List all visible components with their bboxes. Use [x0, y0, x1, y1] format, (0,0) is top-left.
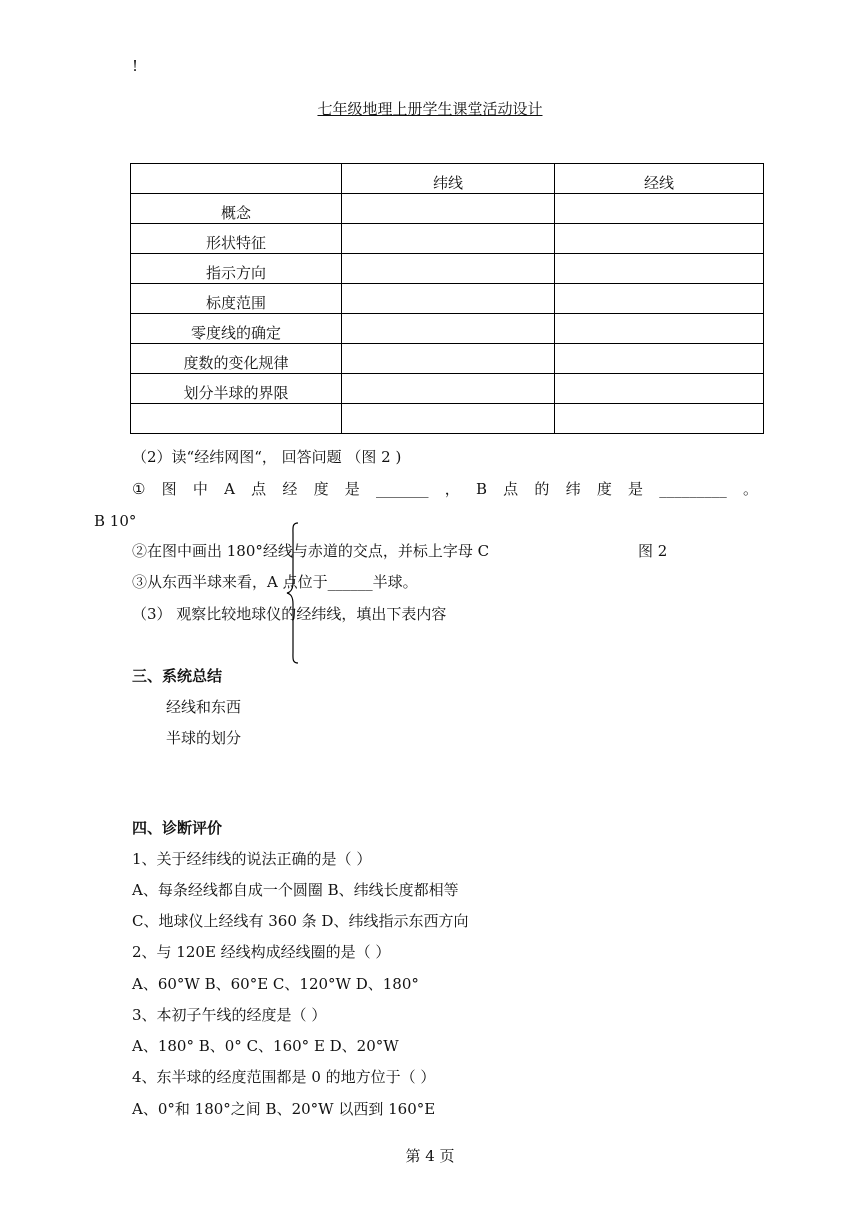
- q1-token: A: [224, 480, 235, 498]
- row-label: 指示方向: [131, 254, 342, 284]
- table-header-cell: 经线: [555, 164, 764, 194]
- q1-token: 。: [742, 480, 758, 498]
- quiz-line: C、地球仪上经线有 360 条 D、纬线指示东西方向: [132, 912, 469, 930]
- q1-token: 的: [534, 480, 550, 498]
- question-1: [132, 479, 758, 499]
- answer-blank[interactable]: _________: [659, 480, 727, 498]
- quiz-line: A、0°和 180°之间 B、20°W 以西到 160°E: [132, 1100, 436, 1118]
- quiz-line: 1、关于经纬线的说法正确的是（ ）: [132, 850, 372, 868]
- q1-token: 度: [596, 480, 612, 498]
- table-row: [131, 194, 764, 224]
- row-label: 划分半球的界限: [131, 374, 342, 404]
- row-label: 度数的变化规律: [131, 344, 342, 374]
- section3-heading: 三、系统总结: [132, 667, 223, 685]
- table-row: [131, 224, 764, 254]
- q1-token: 图: [161, 480, 177, 498]
- table-row: [131, 254, 764, 284]
- table-row: [131, 344, 764, 374]
- q1-token: 中: [192, 480, 208, 498]
- summary-line-1: 经线和东西: [166, 698, 242, 716]
- table-header-cell: 纬线: [342, 164, 555, 194]
- table-cell[interactable]: [342, 224, 555, 254]
- table-cell[interactable]: [342, 374, 555, 404]
- table-cell[interactable]: [555, 284, 764, 314]
- page-footer: 第 4 页: [405, 1147, 455, 1165]
- comparison-table: [130, 163, 764, 434]
- q1-token: ，: [444, 480, 460, 498]
- table-cell[interactable]: [555, 344, 764, 374]
- section4-heading: 四、诊断评价: [132, 819, 223, 837]
- q1-token: 是: [628, 480, 644, 498]
- q1-token: 点: [503, 480, 519, 498]
- quiz-line: 3、本初子午线的经度是（ ）: [132, 1006, 327, 1024]
- curly-brace-icon: [286, 522, 300, 664]
- table-cell[interactable]: [555, 254, 764, 284]
- table-cell[interactable]: [342, 194, 555, 224]
- q1-token: 点: [251, 480, 267, 498]
- top-mark: !: [132, 57, 139, 75]
- row-label: 标度范围: [131, 284, 342, 314]
- question-2: ②在图中画出 180°经线与赤道的交点，并标上字母 C: [132, 542, 490, 560]
- table-header-cell: [131, 164, 342, 194]
- section2-intro: （2）读“经纬网图“， 回答问题 （图 2 ): [132, 448, 402, 466]
- page-title: 七年级地理上册学生课堂活动设计: [317, 100, 543, 118]
- table-row: [131, 314, 764, 344]
- table-cell[interactable]: [555, 224, 764, 254]
- row-label: 概念: [131, 194, 342, 224]
- summary-line-2: 半球的划分: [166, 729, 242, 747]
- quiz-line: 2、与 120E 经线构成经线圈的是（ ）: [132, 943, 391, 961]
- row-label: 零度线的确定: [131, 314, 342, 344]
- row-label: [131, 404, 342, 434]
- table-cell[interactable]: [555, 314, 764, 344]
- q1-token: 经: [282, 480, 298, 498]
- table-cell[interactable]: [555, 404, 764, 434]
- table-cell[interactable]: [342, 284, 555, 314]
- table-cell[interactable]: [342, 404, 555, 434]
- question-4: （3） 观察比较地球仪的经纬线，填出下表内容: [132, 605, 447, 623]
- answer-blank[interactable]: _______: [376, 480, 429, 498]
- quiz-line: 4、东半球的经度范围都是 0 的地方位于（ ）: [132, 1068, 436, 1086]
- q1-token: B: [475, 480, 487, 498]
- table-cell[interactable]: [342, 314, 555, 344]
- question-1-continued: B 10°: [94, 512, 137, 530]
- q1-token: 度: [313, 480, 329, 498]
- question-3: ③从东西半球来看，A 点位于______半球。: [132, 573, 418, 591]
- q1-token: 纬: [565, 480, 581, 498]
- table-cell[interactable]: [342, 254, 555, 284]
- table-header-row: [131, 164, 764, 194]
- quiz-line: A、180° B、0° C、160° E D、20°W: [132, 1037, 399, 1055]
- table-cell[interactable]: [555, 194, 764, 224]
- q1-token: 是: [344, 480, 360, 498]
- figure-label: 图 2: [638, 542, 668, 560]
- table-row: [131, 404, 764, 434]
- table-row: [131, 284, 764, 314]
- quiz-line: A、60°W B、60°E C、120°W D、180°: [132, 975, 419, 993]
- quiz-line: A、每条经线都自成一个圆圈 B、纬线长度都相等: [132, 881, 459, 899]
- table-cell[interactable]: [555, 374, 764, 404]
- row-label: 形状特征: [131, 224, 342, 254]
- table-row: [131, 374, 764, 404]
- q1-token: ①: [132, 480, 146, 498]
- table-cell[interactable]: [342, 344, 555, 374]
